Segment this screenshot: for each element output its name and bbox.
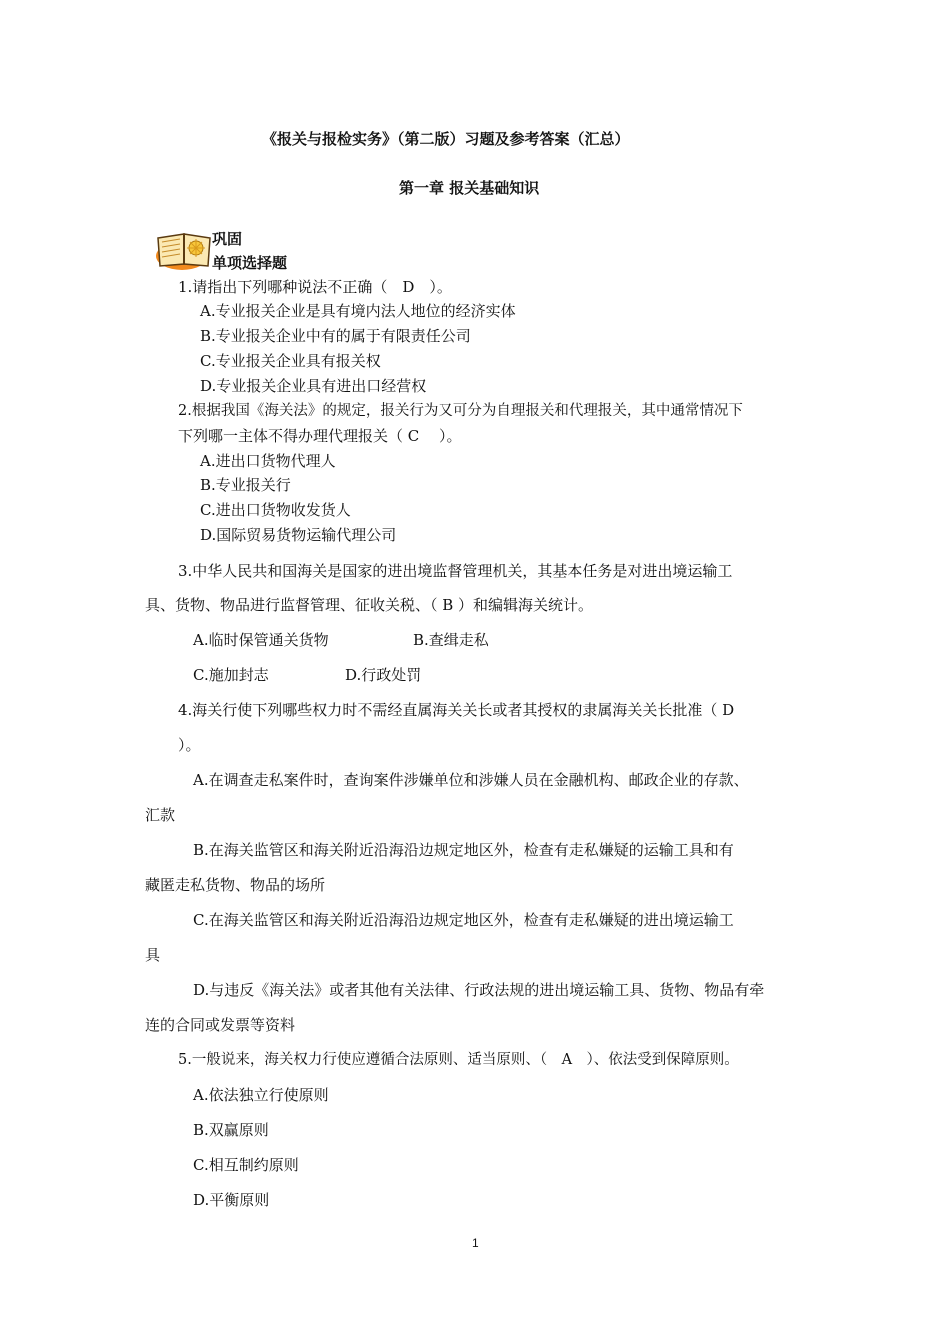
question-3-option-c: C.施加封志 xyxy=(193,666,269,684)
question-3-option-a: A.临时保管通关货物 xyxy=(193,631,329,649)
question-4-option-d-line-1: D.与违反《海关法》或者其他有关法律、行政法规的进出境运输工具、货物、物品有牵 xyxy=(193,981,765,999)
question-5-stem: 5.一般说来，海关权力行使应遵循合法原则、适当原则、（ A ）、依法受到保障原则。 xyxy=(178,1052,739,1068)
question-3-stem-line-1: 3.中华人民共和国海关是国家的进出境监督管理机关，其基本任务是对进出境运输工 xyxy=(178,562,733,580)
question-4-option-a-line-2: 汇款 xyxy=(145,806,176,824)
question-4-option-d-line-2: 连的合同或发票等资料 xyxy=(145,1016,296,1034)
question-5-option-d: D.平衡原则 xyxy=(193,1191,270,1209)
question-2-option-a: A.进出口货物代理人 xyxy=(200,452,336,470)
question-5-option-c: C.相互制约原则 xyxy=(193,1156,299,1174)
question-1-option-d: D.专业报关企业具有进出口经营权 xyxy=(200,377,427,395)
question-4-stem-line-2: ）。 xyxy=(178,736,201,754)
question-4-option-b-line-1: B.在海关监管区和海关附近沿海沿边规定地区外，检查有走私嫌疑的运输工具和有 xyxy=(193,841,734,859)
question-4-option-c-line-2: 具 xyxy=(145,946,161,964)
question-3-stem-line-2: 具、货物、物品进行监督管理、征收关税、（ B ）和编辑海关统计。 xyxy=(145,596,594,614)
question-4-option-a-line-1: A.在调查走私案件时，查询案件涉嫌单位和涉嫌人员在金融机构、邮政企业的存款、 xyxy=(193,771,749,789)
question-5-option-b: B.双赢原则 xyxy=(193,1121,269,1139)
question-4-stem-line-1: 4.海关行使下列哪些权力时不需经直属海关关长或者其授权的隶属海关关长批准（ D xyxy=(178,701,735,719)
question-2-option-d: D.国际贸易货物运输代理公司 xyxy=(200,526,397,544)
page-number: 1 xyxy=(472,1236,479,1250)
question-3-option-b: B.查缉走私 xyxy=(413,631,489,649)
question-1-option-c: C.专业报关企业具有报关权 xyxy=(200,352,381,370)
question-1-option-b: B.专业报关企业中有的属于有限责任公司 xyxy=(200,327,471,345)
question-4-option-b-line-2: 藏匿走私货物、物品的场所 xyxy=(145,876,326,894)
question-4-option-c-line-1: C.在海关监管区和海关附近沿海沿边规定地区外，检查有走私嫌疑的进出境运输工 xyxy=(193,911,734,929)
question-1-stem: 1.请指出下列哪种说法不正确（ D ）。 xyxy=(178,278,452,296)
question-5-option-a: A.依法独立行使原则 xyxy=(193,1086,329,1104)
question-2-stem-line-1: 2.根据我国《海关法》的规定，报关行为又可分为自理报关和代理报关，其中通常情况下 xyxy=(178,403,743,419)
question-3-option-d: D.行政处罚 xyxy=(345,666,422,684)
question-1-option-a: A.专业报关企业是具有境内法人地位的经济实体 xyxy=(200,302,516,320)
question-2-stem-line-2: 下列哪一主体不得办理代理报关（ C ）。 xyxy=(178,427,462,445)
question-2-option-b: B.专业报关行 xyxy=(200,476,291,494)
document-title: 《报关与报检实务》（第二版）习题及参考答案（汇总） xyxy=(262,130,630,148)
section-label: 巩固 xyxy=(212,230,243,248)
chapter-heading: 第一章 报关基础知识 xyxy=(399,179,540,197)
subsection-label: 单项选择题 xyxy=(212,254,288,272)
question-2-option-c: C.进出口货物收发货人 xyxy=(200,501,351,519)
open-book-icon xyxy=(150,220,220,272)
